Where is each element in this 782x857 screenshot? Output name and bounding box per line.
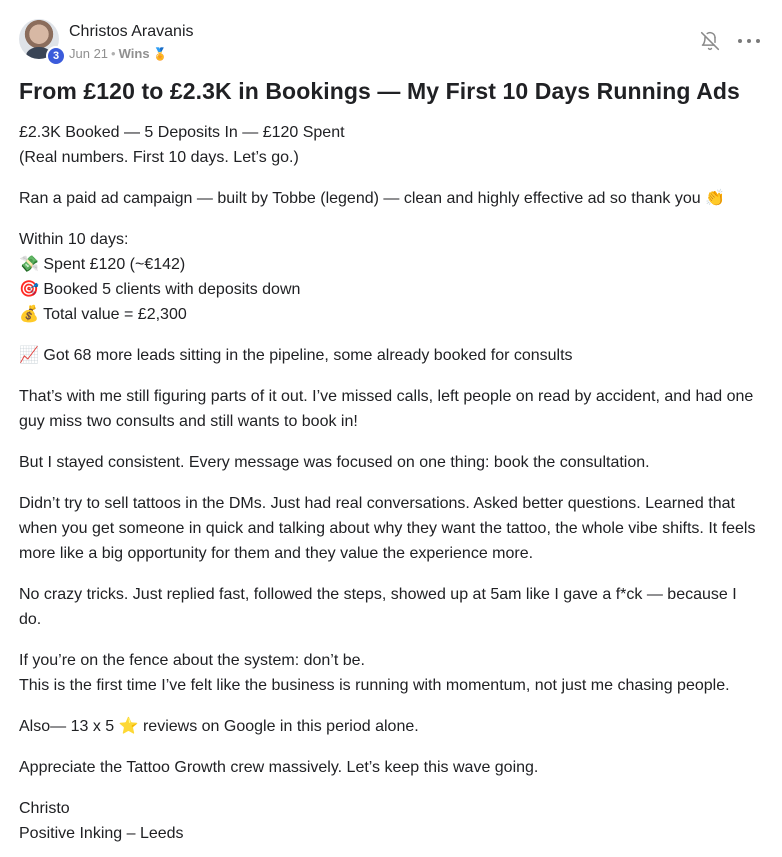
post-paragraph [19,648,762,698]
post-paragraph [19,384,762,434]
post-line: £2.3K Booked — 5 Deposits In — £120 Spent [19,124,345,141]
post-paragraph [19,343,762,368]
post-paragraph [19,120,762,170]
post-paragraph [19,582,762,632]
post-line: If you’re on the fence about the system: don’t be. [19,652,365,669]
post-line: 💸 Spent £120 (~€142) [19,256,186,273]
post-line: But I stayed consistent. Every message was focused on one thing: book the consultation. [19,454,650,471]
post-body [19,120,762,857]
post-line: Positive Inking – Leeds [19,825,184,842]
post-line: 📈 Got 68 more leads sitting in the pipeline, some already booked for consults [19,347,573,364]
post-title: From £120 to £2.3K in Bookings — My First 10 Days Running Ads [19,78,740,104]
post-line: This is the first time I’ve felt like the business is running with momentum, not just me chasing people. [19,677,730,694]
medal-icon: 🏅 [152,46,168,61]
post-paragraph [19,450,762,475]
post-paragraph [19,714,762,739]
post-line: 🎯 Booked 5 clients with deposits down [19,281,301,298]
level-badge: 3 [46,46,66,66]
post-line: Within 10 days: [19,231,129,248]
post-date[interactable]: Jun 21 [69,46,109,61]
post-paragraph [19,186,762,211]
post-line: Didn’t try to sell tattoos in the DMs. Just had real conversations. Asked better questions. Learned that when you get someone in quick and talking about why they want the tattoo, the whole vibe shifts. It feels more like a big opportunity for them and they value the experience more. [19,495,756,562]
post-paragraph [19,796,762,846]
post-paragraph [19,227,762,327]
post-paragraph [19,755,762,780]
post-header [19,19,768,67]
post-line: No crazy tricks. Just replied fast, followed the steps, showed up at 5am like I gave a f*ck — because I do. [19,586,737,628]
more-options-icon[interactable] [738,31,760,51]
post-line: That’s with me still figuring parts of it out. I’ve missed calls, left people on read by accident, and had one guy miss two consults and still wants to book in! [19,388,754,430]
post-meta [69,46,168,61]
post-line: 💰 Total value = £2,300 [19,306,187,323]
post-category[interactable]: Wins [118,46,150,61]
meta-separator: • [111,46,116,61]
author-name[interactable]: Christos Aravanis [69,23,194,40]
bell-off-icon[interactable] [700,31,720,51]
post-line: Appreciate the Tattoo Growth crew massively. Let’s keep this wave going. [19,759,539,776]
post-paragraph [19,491,762,566]
post-line: Ran a paid ad campaign — built by Tobbe (legend) — clean and highly effective ad so thank you 👏 [19,190,725,207]
post-line: (Real numbers. First 10 days. Let’s go.) [19,149,299,166]
post-line: Also— 13 x 5 ⭐ reviews on Google in this period alone. [19,718,419,735]
post-line: Christo [19,800,70,817]
